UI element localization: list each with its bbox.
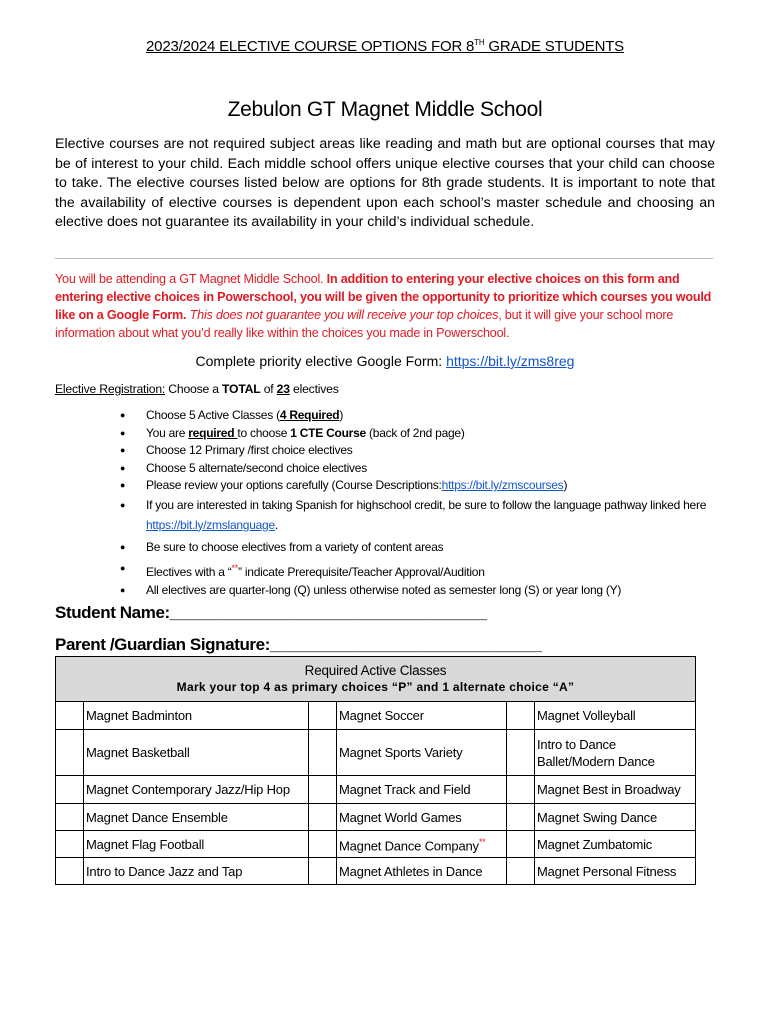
choice-box[interactable]	[56, 776, 84, 804]
choice-box[interactable]	[507, 858, 535, 885]
list-item: ● Electives with a “**” indicate Prerequisite/Teacher Approval/Audition	[110, 560, 720, 582]
choice-box[interactable]	[309, 702, 337, 730]
course-cell: Magnet Sports Variety	[337, 730, 507, 776]
course-cell: Magnet Basketball	[84, 730, 309, 776]
choice-box[interactable]	[56, 702, 84, 730]
document-header-title: 2023/2024 ELECTIVE COURSE OPTIONS FOR 8TH GRADE STUDENTS	[146, 38, 624, 55]
table-row	[56, 804, 696, 831]
course-cell: Intro to Dance Ballet/Modern Dance	[535, 730, 696, 776]
table-row	[56, 858, 696, 885]
table-header	[56, 657, 696, 702]
divider	[55, 258, 713, 259]
choice-box[interactable]	[507, 730, 535, 776]
course-cell: Magnet Dance Company**	[337, 831, 507, 858]
choice-box[interactable]	[309, 730, 337, 776]
choice-box[interactable]	[56, 804, 84, 831]
list-item: ● Be sure to choose electives from a variety of content areas	[110, 539, 720, 557]
table-title: Required Active Classes	[304, 663, 447, 678]
choice-box[interactable]	[309, 831, 337, 858]
table-row	[56, 730, 696, 776]
table-row	[56, 702, 696, 730]
parent-signature-field[interactable]: Parent /Guardian Signature:______________________________	[55, 635, 542, 654]
choice-box[interactable]	[309, 776, 337, 804]
choice-box[interactable]	[507, 804, 535, 831]
choice-box[interactable]	[309, 858, 337, 885]
course-cell: Magnet Badminton	[84, 702, 309, 730]
course-cell: Magnet Track and Field	[337, 776, 507, 804]
choice-box[interactable]	[507, 776, 535, 804]
active-classes-table	[55, 656, 696, 885]
list-item: ● Please review your options carefully (Course Descriptions:https://bit.ly/zmscourses)	[110, 477, 720, 495]
course-cell: Magnet World Games	[337, 804, 507, 831]
list-item: ● All electives are quarter-long (Q) unless otherwise noted as semester long (S) or year long (Y)	[110, 582, 720, 600]
elective-registration: Elective Registration: Choose a TOTAL of 23 electives	[55, 382, 339, 396]
course-descriptions-link[interactable]: https://bit.ly/zmscourses	[441, 478, 564, 492]
choice-box[interactable]	[56, 858, 84, 885]
course-cell: Magnet Swing Dance	[535, 804, 696, 831]
choice-box[interactable]	[56, 730, 84, 776]
course-cell: Magnet Zumbatomic	[535, 831, 696, 858]
course-cell: Magnet Soccer	[337, 702, 507, 730]
table-subtitle: Mark your top 4 as primary choices “P” and 1 alternate choice “A”	[176, 680, 575, 694]
course-cell: Magnet Contemporary Jazz/Hip Hop	[84, 776, 309, 804]
course-cell: Intro to Dance Jazz and Tap	[84, 858, 309, 885]
language-pathway-link[interactable]: https://bit.ly/zmslanguage	[146, 517, 275, 532]
instructions-list	[110, 407, 720, 599]
course-cell: Magnet Personal Fitness	[535, 858, 696, 885]
list-item: ● If you are interested in taking Spanish for highschool credit, be sure to follow the language pathway linked here https://bit.ly/zmslanguage.	[110, 495, 720, 535]
choice-box[interactable]	[507, 831, 535, 858]
choice-box[interactable]	[309, 804, 337, 831]
choice-box[interactable]	[56, 831, 84, 858]
google-form-line: Complete priority elective Google Form: https://bit.ly/zms8reg	[195, 353, 575, 369]
google-form-link[interactable]: https://bit.ly/zms8reg	[446, 353, 575, 369]
course-cell: Magnet Dance Ensemble	[84, 804, 309, 831]
course-cell: Magnet Best in Broadway	[535, 776, 696, 804]
intro-paragraph: Elective courses are not required subject areas like reading and math but are optional courses that may be of interest to your child. Each middle school offers unique elective courses that your child can choose to take. The elective courses listed below are options for 8th grade students. It is important to note that the availability of elective courses is dependent upon each school’s master schedule and choosing an elective does not guarantee its availability in your child’s individual schedule.	[55, 136, 715, 230]
school-name: Zebulon GT Magnet Middle School	[227, 98, 543, 121]
list-item: ● Choose 5 alternate/second choice electives	[110, 460, 720, 478]
list-item: ● Choose 12 Primary /first choice electives	[110, 442, 720, 460]
student-name-field[interactable]: Student Name:___________________________________	[55, 603, 487, 622]
course-cell: Magnet Athletes in Dance	[337, 858, 507, 885]
prerequisite-mark: **	[478, 836, 486, 847]
table-row	[56, 831, 696, 858]
choice-box[interactable]	[507, 702, 535, 730]
course-cell: Magnet Flag Football	[84, 831, 309, 858]
table-row	[56, 776, 696, 804]
gt-magnet-notice: You will be attending a GT Magnet Middle School. In addition to entering your elective choices on this form and entering elective choices in Powerschool, you will be given the opportunity to prioritize which courses you would like on a Google Form. This does not guarantee you will receive your top choices, but it will give your school more information about what you’d really like within the choices you made in Powerschool.	[55, 272, 712, 340]
list-item: ● You are required to choose 1 CTE Course (back of 2nd page)	[110, 425, 720, 443]
list-item: ● Choose 5 Active Classes (4 Required)	[110, 407, 720, 425]
course-cell: Magnet Volleyball	[535, 702, 696, 730]
